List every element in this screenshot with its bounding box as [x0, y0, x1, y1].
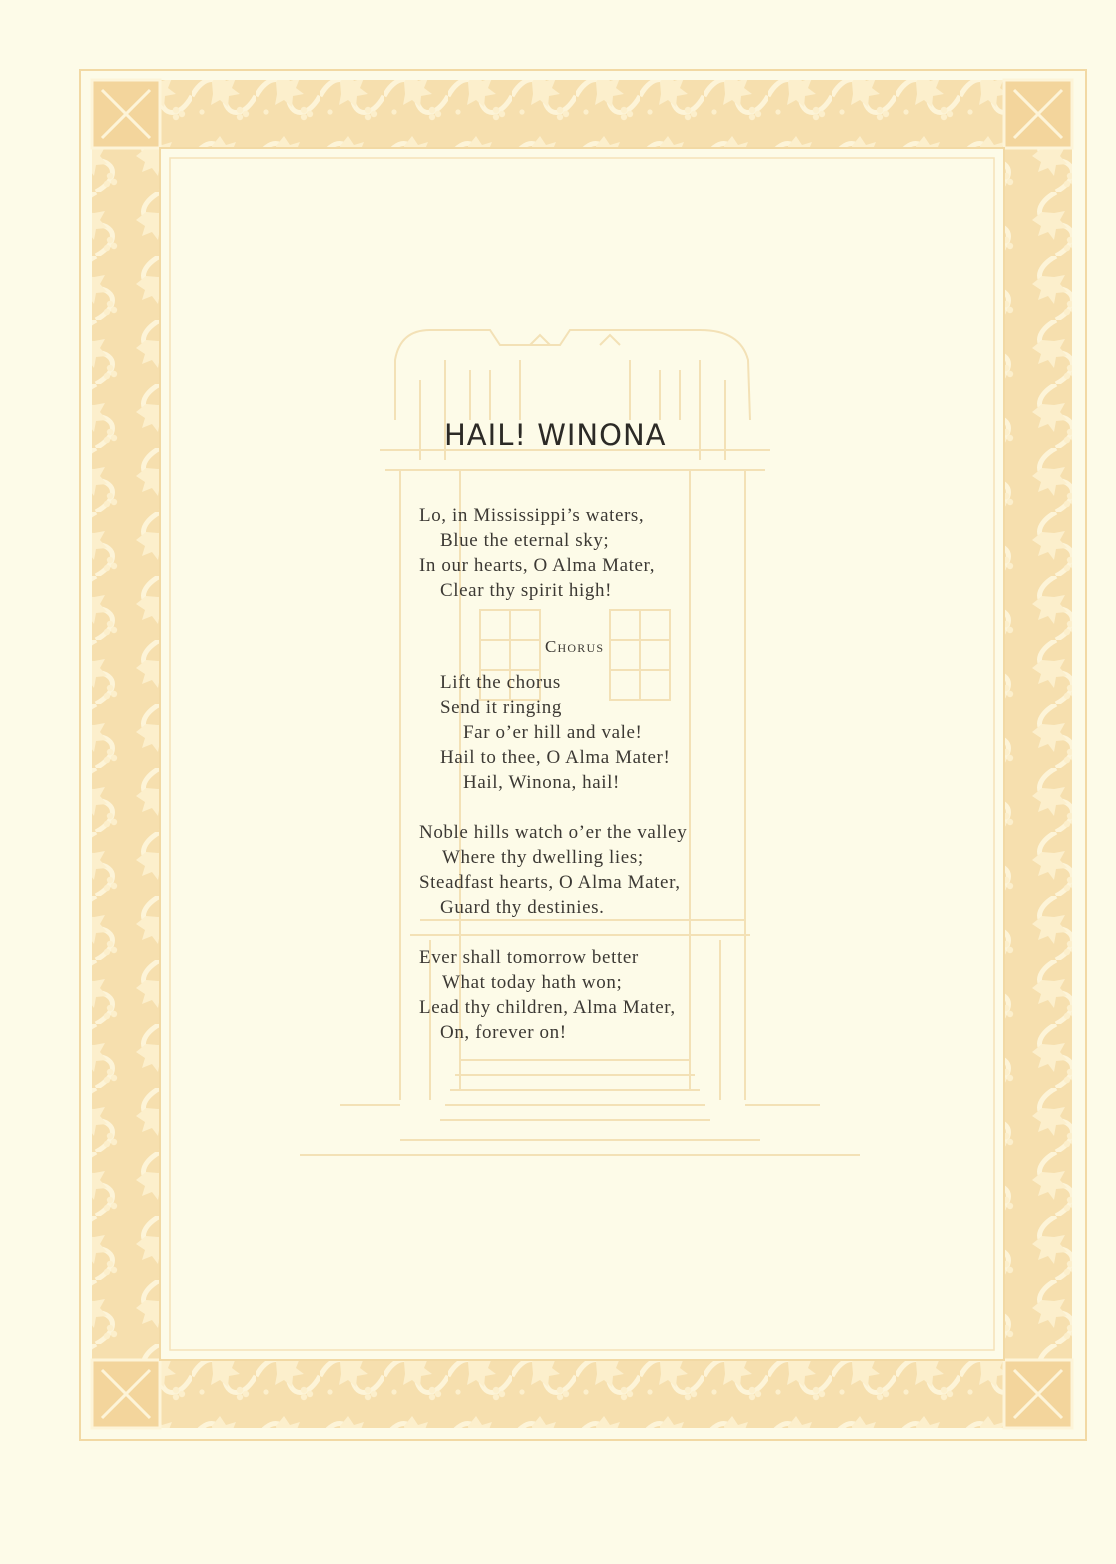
verse-line: Blue the eternal sky;	[440, 530, 610, 551]
verse-line: Guard thy destinies.	[440, 897, 605, 918]
verse-line: Steadfast hearts, O Alma Mater,	[419, 872, 681, 893]
verse-line: Lead thy children, Alma Mater,	[419, 997, 676, 1018]
chorus-heading: Chorus	[545, 637, 605, 656]
verse-line: On, forever on!	[440, 1022, 567, 1043]
chorus-line: Send it ringing	[440, 697, 562, 718]
verse-line: Noble hills watch o’er the valley	[419, 822, 688, 843]
verse-line: What today hath won;	[442, 972, 623, 993]
chorus-line: Far o’er hill and vale!	[463, 722, 643, 743]
verse-line: In our hearts, O Alma Mater,	[419, 555, 656, 576]
verse-line: Ever shall tomorrow better	[419, 947, 639, 968]
song-title: HAIL! WINONA	[444, 418, 667, 452]
chorus-line: Hail to thee, O Alma Mater!	[440, 747, 671, 768]
chorus-line: Hail, Winona, hail!	[463, 772, 620, 793]
verse-line: Lo, in Mississippi’s waters,	[419, 505, 645, 526]
verse-line: Clear thy spirit high!	[440, 580, 613, 601]
chorus-line: Lift the chorus	[440, 672, 561, 693]
verse-line: Where thy dwelling lies;	[442, 847, 644, 868]
